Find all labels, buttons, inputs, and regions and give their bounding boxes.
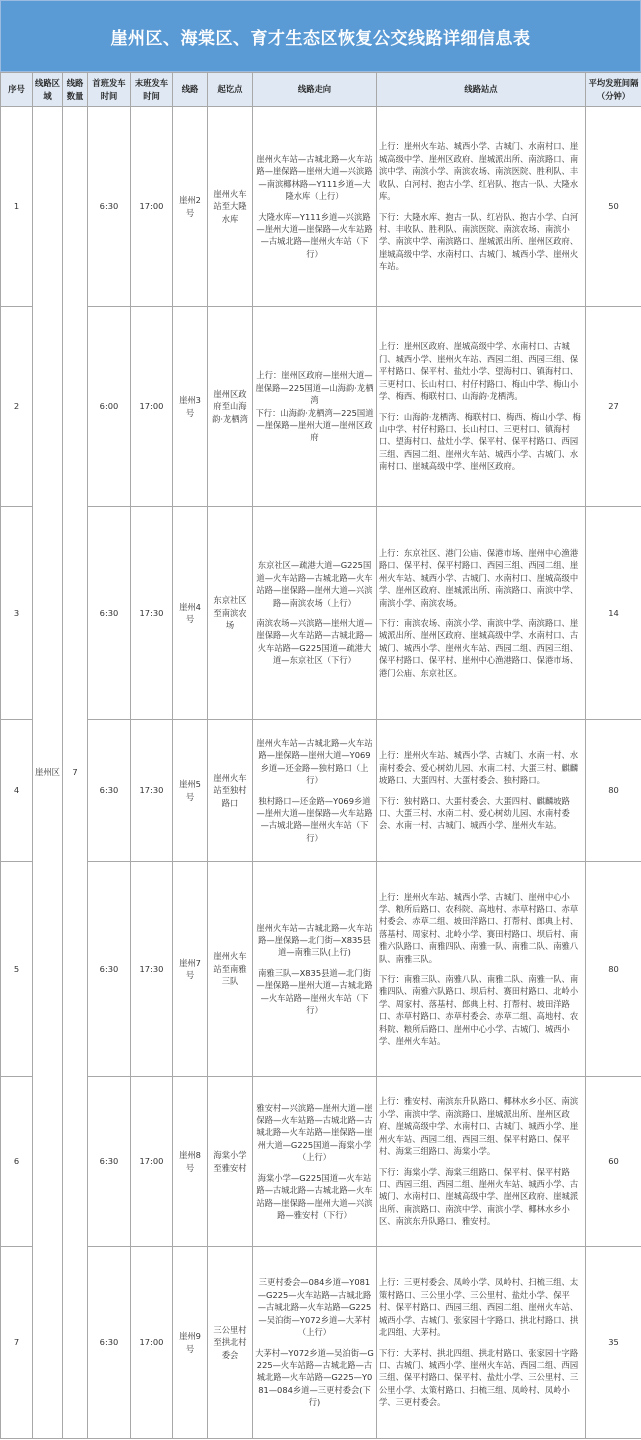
first-bus-time: 6:30	[88, 507, 131, 720]
table-row	[1, 1077, 641, 1247]
row-number: 3	[1, 507, 33, 720]
table-title: 崖州区、海棠区、育才生态区恢复公交线路详细信息表	[0, 0, 641, 72]
stops-text: 下行：南滨农场、南滨小学、南滨中学、南滨路口、崖城派出所、崖州区政府、崖城高级中学、水南村口、古城门、城西小学、崖州火车站、西园二组、西园三组、保平村路口、保平村、崖州中心渔港路口、保港市场、港门公庙、东京社区。	[379, 618, 579, 678]
first-bus-time: 6:30	[88, 1077, 131, 1247]
direction-text: 大茅村—Y072乡道—吴泊街—G225—火车站路—古城北路—古城北路—火车站路—G225—Y081—084乡道—三更村委会(下行)	[255, 1347, 374, 1408]
header-first-bus: 首班发车时间	[88, 73, 131, 107]
row-number: 4	[1, 720, 33, 862]
stops-text: 下行：大隆水库、抱古一队、红岩队、抱古小学、白河村、丰收队、胜利队、南滨医院、南滨农场、南滨小学、南滨中学、南滨路口、崖城派出所、崖州区政府、崖城高级中学、水南村口、古城门、城西小学、崖州火车站。	[379, 211, 579, 272]
direction-text: 崖州火车站—古城北路—火车站路—崖保路—北门街—X835县道—南雅三队(上行)	[256, 922, 373, 958]
table-row	[1, 107, 641, 307]
direction-text: 独村路口—还金路—Y069乡道—崖州大道—崖保路—火车站路—古城北路—崖州火车站（下行）	[256, 795, 373, 843]
table-row	[1, 307, 641, 507]
stops-text: 上行：崖州火车站、城西小学、古城门、水南一村、水南村委会、爱心树幼儿园、水南二村、大蛋三村、麒麟坡路口、大蛋四村、大蛋村委会、独村路口。	[379, 750, 579, 786]
route-direction	[253, 507, 377, 720]
average-interval: 80	[586, 720, 641, 862]
route-name: 崖州4号	[173, 507, 208, 720]
header-last-bus: 末班发车时间	[131, 73, 173, 107]
route-direction	[253, 862, 377, 1077]
first-bus-time: 6:30	[88, 720, 131, 862]
average-interval: 50	[586, 107, 641, 307]
header-endpoints: 起讫点	[208, 73, 253, 107]
last-bus-time: 17:30	[131, 720, 173, 862]
route-direction	[253, 1247, 377, 1439]
last-bus-time: 17:00	[131, 1247, 173, 1439]
row-number: 6	[1, 1077, 33, 1247]
average-interval: 80	[586, 862, 641, 1077]
route-endpoints: 崖州火车站至独村路口	[208, 720, 253, 862]
table-row	[1, 862, 641, 1077]
route-endpoints: 东京社区至南滨农场	[208, 507, 253, 720]
route-stops	[377, 307, 586, 507]
direction-text: 海棠小学—G225国道—火车站路—古城北路—古城北路—火车站路—崖保路—崖州大道—兴滨路—雅安村（下行）	[256, 1172, 373, 1220]
direction-text: 三更村委会—084乡道—Y081—G225—火车站路—古城北路—古城北路—火车站路—G225—吴泊街—Y072乡道—大茅村（上行）	[257, 1277, 372, 1338]
route-name: 崖州3号	[173, 307, 208, 507]
stops-text: 下行：山海韵·龙栖湾、梅联村口、梅西、梅山小学、梅山中学、村仔村路口、长山村口、三更村口、镇海村口、望海村口、盐灶小学、保平村、保平村路口、西园三组、西园二组、崖州火车站、城西小学、古城门、水南村口、崖城高级中学、崖州区政府。	[379, 411, 581, 472]
route-name: 崖州9号	[173, 1247, 208, 1439]
direction-text: 崖州火车站—古城北路—火车站路—崖保路—崖州大道—Y069乡道—还金路—独村路口（上行）	[256, 737, 373, 786]
route-name: 崖州8号	[173, 1077, 208, 1247]
first-bus-time: 6:00	[88, 307, 131, 507]
route-endpoints: 三公里村至拱北村委会	[208, 1247, 253, 1439]
stops-text: 上行：崖州区政府、崖城高级中学、水南村口、古城门、城西小学、崖州火车站、西园二组、西园三组、保平村路口、保平村、盐灶小学、望海村口、镇海村口、三更村口、长山村口、村仔村路口、梅山中学、梅山小学、梅西、梅联村口、山海韵·龙栖湾。	[379, 341, 579, 402]
stops-text: 上行：崖州火车站、城西小学、古城门、水南村口、崖城高级中学、崖州区政府、崖城派出所、南滨路口、南滨中学、南滨小学、南滨农场、南滨医院、胜利队、丰收队、白河村、抱古小学、红岩队、抱古一队、大隆水库。	[379, 141, 579, 202]
header-stops: 线路站点	[377, 73, 586, 107]
route-region: 崖州区	[33, 107, 63, 1439]
table-row	[1, 720, 641, 862]
header-region: 线路区域	[33, 73, 63, 107]
direction-text: 南雅三队—X835县道—北门街—崖保路—崖州大道—古城北路—火车站路—崖州火车站（下行）	[256, 967, 373, 1016]
direction-text: 雅安村—兴滨路—崖州大道—崖保路—火车站路—古城北路—古城北路—火车站路—崖保路—崖州大道—G225国道—海棠小学（上行）	[256, 1102, 373, 1163]
last-bus-time: 17:00	[131, 307, 173, 507]
header-count: 线路数量	[63, 73, 88, 107]
bus-route-table	[0, 72, 641, 1439]
average-interval: 27	[586, 307, 641, 507]
last-bus-time: 17:30	[131, 507, 173, 720]
stops-text: 下行：南雅三队、南雅八队、南雅二队、南雅一队、南雅四队、南雅六队路口、坝后村、赛田村路口、北岭小学、周家村、落基村、郎典上村、打帮村、坡田洋路口、赤草村路口、赤草村委会、赤草二组、高地村、农科院、粮所后路口、崖州中心小学、古城门、城西小学、崖州火车站。	[379, 974, 579, 1047]
stops-text: 下行：独村路口、大蛋村委会、大蛋四村、麒麟坡路口、大蛋三村、水南二村、爱心树幼儿园、水南村委会、水南一村、古城门、城西小学、崖州火车站。	[379, 795, 570, 831]
last-bus-time: 17:00	[131, 1077, 173, 1247]
stops-text: 上行：崖州火车站、城西小学、古城门、崖州中心小学、粮所后路口、农科院、高地村、赤草村路口、赤草村委会、赤草二组、坡田洋路口、打帮村、郎典上村、落基村、周家村、北岭小学、赛田村路口、坝后村、南雅六队路口、南雅四队、南雅一队、南雅二队、南雅八队、南雅三队。	[379, 891, 579, 964]
stops-text: 上行：三更村委会、凤岭小学、凤岭村、扫梳三组、太策村路口、三公里小学、三公里村、盐灶小学、保平村、保平村路口、西园三组、西园二组、崖州火车站、城西小学、古城门、张家园十字路口、拱北村路口、拱北四组、大茅村。	[379, 1277, 579, 1338]
route-stops	[377, 1247, 586, 1439]
stops-text: 下行：海棠小学、海棠三组路口、保平村、保平村路口、西园三组、西园二组、崖州火车站、城西小学、古城门、水南村口、崖城高级中学、崖州区政府、崖城派出所、南滨路口、南滨中学、南滨小学、椰林水乡小区、南滨东升队路口、雅安村。	[379, 1166, 579, 1227]
average-interval: 60	[586, 1077, 641, 1247]
stops-text: 上行：雅安村、南滨东升队路口、椰林水乡小区、南滨小学、南滨中学、南滨路口、崖城派出所、崖州区政府、崖城高级中学、水南村口、古城门、城西小学、崖州火车站、西园二组、西园三组、保平村路口、保平村、海棠三组路口、海棠小学。	[379, 1096, 579, 1157]
row-number: 5	[1, 862, 33, 1077]
average-interval: 35	[586, 1247, 641, 1439]
route-endpoints: 崖州火车站至南雅三队	[208, 862, 253, 1077]
route-name: 崖州2号	[173, 107, 208, 307]
route-endpoints: 崖州火车站至大隆水库	[208, 107, 253, 307]
direction-text: 南滨农场—兴滨路—崖州大道—崖保路—火车站路—古城北路—火车站路—G225国道—疏港大道—东京社区（下行）	[256, 618, 373, 666]
row-number: 7	[1, 1247, 33, 1439]
direction-text: 上行：崖州区政府—崖州大道—崖保路—225国道—山海韵·龙栖湾 下行：山海韵·龙栖湾—225国道—崖保路—崖州大道—崖州区政府	[255, 370, 374, 443]
direction-text: 大隆水库—Y111乡道—兴滨路—崖州大道—崖保路—火车站路—古城北路—崖州火车站（下行）	[256, 211, 373, 259]
route-stops	[377, 1077, 586, 1247]
first-bus-time: 6:30	[88, 862, 131, 1077]
header-no: 序号	[1, 73, 33, 107]
direction-text: 东京社区—疏港大道—G225国道—火车站路—古城北路—火车站路—崖保路—崖州大道—兴滨路—南滨农场（上行）	[256, 560, 373, 608]
header-row	[1, 73, 641, 107]
route-stops	[377, 107, 586, 307]
route-endpoints: 崖州区政府至山海韵·龙栖湾	[208, 307, 253, 507]
direction-text: 崖州火车站—古城北路—火车站路—崖保路—崖州大道—兴滨路—南滨椰林路—Y111乡道—大隆水库（上行）	[256, 153, 373, 202]
header-direction: 线路走向	[253, 73, 377, 107]
route-direction	[253, 107, 377, 307]
row-number: 1	[1, 107, 33, 307]
header-route: 线路	[173, 73, 208, 107]
route-name: 崖州5号	[173, 720, 208, 862]
stops-text: 下行：大茅村、拱北四组、拱北村路口、张家园十字路口、古城门、城西小学、崖州火车站、西园二组、西园三组、保平村路口、保平村、盐灶小学、三公里村、三公里小学、太策村路口、扫梳三组、凤岭村、凤岭小学、三更村委会。	[379, 1347, 579, 1408]
last-bus-time: 17:00	[131, 107, 173, 307]
table-row	[1, 507, 641, 720]
stops-text: 上行：东京社区、港门公庙、保港市场、崖州中心渔港路口、保平村、保平村路口、西园三组、西园二组、崖州火车站、城西小学、古城门、水南村口、崖城高级中学、崖州区政府、崖城派出所、南滨路口、南滨中学、南滨小学、南滨农场。	[379, 547, 579, 608]
average-interval: 14	[586, 507, 641, 720]
first-bus-time: 6:30	[88, 107, 131, 307]
first-bus-time: 6:30	[88, 1247, 131, 1439]
last-bus-time: 17:30	[131, 862, 173, 1077]
table-row	[1, 1247, 641, 1439]
route-name: 崖州7号	[173, 862, 208, 1077]
route-direction	[253, 720, 377, 862]
route-stops	[377, 862, 586, 1077]
route-stops	[377, 507, 586, 720]
route-endpoints: 海棠小学至雅安村	[208, 1077, 253, 1247]
row-number: 2	[1, 307, 33, 507]
route-stops	[377, 720, 586, 862]
route-direction	[253, 1077, 377, 1247]
route-count: 7	[63, 107, 88, 1439]
header-interval: 平均发班间隔（分钟）	[586, 73, 641, 107]
route-direction	[253, 307, 377, 507]
